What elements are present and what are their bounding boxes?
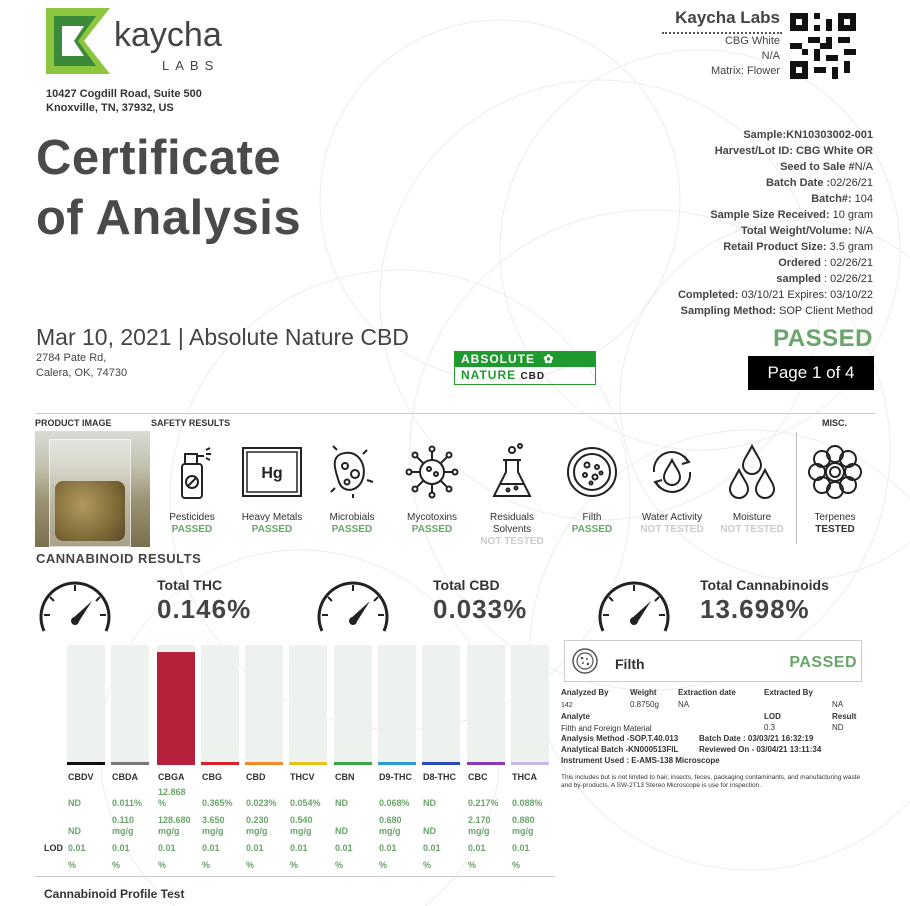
weight-label: Weight [630, 688, 657, 697]
safety-item-status: PASSED [411, 524, 453, 535]
reviewed-on: Reviewed On - 03/04/21 13:11:34 [699, 745, 822, 754]
lab-matrix: Matrix: Flower [710, 65, 780, 77]
sample-info-value: : 02/26/21 [821, 273, 873, 285]
lod-unit: % [290, 860, 299, 870]
batch-date: Batch Date : 03/03/21 16:32:19 [699, 734, 814, 743]
total-label: Total Cannabinoids [700, 577, 829, 593]
sample-info-row [543, 127, 873, 143]
status-badge: PASSED [773, 325, 873, 352]
analyzed-by: 142 [561, 702, 573, 709]
chart-color-line [422, 762, 460, 765]
chart-color-line [111, 762, 149, 765]
total-label: Total CBD [433, 577, 500, 593]
lod-value: 0.01 [290, 843, 308, 853]
chart-column [157, 645, 195, 765]
lod-value: 0.01 [468, 843, 486, 853]
cannabinoid-percent: ND [335, 798, 348, 808]
sample-info-value: : 02/26/21 [821, 257, 873, 269]
lod-value: 0.01 [68, 843, 86, 853]
sample-info-label: sampled [776, 273, 821, 285]
product-image-label: PRODUCT IMAGE [35, 418, 112, 428]
microbe-icon [313, 436, 391, 508]
kaycha-k-icon [44, 6, 114, 76]
cannabinoid-name: D8-THC [423, 772, 456, 782]
sample-info-label: Harvest/Lot ID: [714, 145, 793, 157]
cannabinoid-name: THCV [290, 772, 315, 782]
total-value: 0.146% [157, 594, 252, 624]
cannabinoid-percent: ND [68, 798, 81, 808]
safety-item-status: NOT TESTED [480, 536, 544, 547]
cannabinoid-name: CBN [335, 772, 355, 782]
sample-info-row [543, 239, 873, 255]
safety-item-status: PASSED [251, 524, 293, 535]
chart-column [511, 645, 549, 765]
cannabinoid-mg: 2.170 mg/g [468, 815, 491, 836]
chart-color-line [378, 762, 416, 765]
gauge-icon [314, 575, 392, 642]
sample-info-value: CBG White OR [792, 145, 873, 157]
chart-color-line [334, 762, 372, 765]
lod-value: 0.01 [423, 843, 441, 853]
cannabinoid-name: D9-THC [379, 772, 412, 782]
filth-details [561, 688, 861, 798]
cannabinoid-percent: 0.023% [246, 798, 277, 808]
lod-label: LOD [764, 712, 781, 721]
sample-info-row [543, 175, 873, 191]
sample-info-row [543, 191, 873, 207]
lab-header [640, 8, 780, 79]
lod-value: 0.01 [335, 843, 353, 853]
spray-bottle-icon [153, 436, 231, 508]
chart-column [422, 645, 460, 765]
cannabinoid-mg: ND [68, 826, 81, 836]
analysis-method: Analysis Method -SOP.T.40.013 [561, 734, 679, 743]
lod-unit: % [246, 860, 255, 870]
analyte: Filth and Foreign Material [561, 724, 652, 733]
gauge-icon [36, 575, 114, 642]
sample-info-label: Batch Date : [765, 177, 831, 189]
safety-item-status: NOT TESTED [720, 524, 784, 535]
cannabinoid-name: CBC [468, 772, 488, 782]
chart-bar [157, 652, 195, 765]
lab-product: CBG White [724, 35, 780, 47]
total-value: 13.698% [700, 594, 810, 624]
safety-item [313, 436, 391, 536]
sample-info-row [543, 223, 873, 239]
chart-column [289, 645, 327, 765]
safety-item [713, 436, 791, 536]
flower-icon [796, 436, 874, 508]
client-logo [454, 351, 596, 385]
safety-item-status: PASSED [171, 524, 213, 535]
lab-address-line1: 10427 Cogdill Road, Suite 500 [46, 88, 202, 100]
cannabinoid-name: CBDV [68, 772, 94, 782]
client-logo-bottom: NATURE [461, 368, 517, 382]
chart-color-line [201, 762, 239, 765]
misc-item-name: Terpenes [814, 512, 856, 523]
cannabinoid-name: CBDA [112, 772, 138, 782]
safety-item-name: Filth [582, 512, 602, 523]
sample-info-row [543, 207, 873, 223]
chart-column [201, 645, 239, 765]
client-logo-top: ABSOLUTE [461, 352, 535, 366]
safety-item-name: Heavy Metals [241, 512, 303, 523]
analyzed-by-label: Analyzed By [561, 688, 609, 697]
sample-info-value: 3.5 gram [826, 241, 873, 253]
lod-value: 0.01 [379, 843, 397, 853]
sample-info-value: KN10303002-001 [786, 129, 873, 141]
safety-item [473, 436, 551, 548]
svg-text:Hg: Hg [261, 465, 283, 482]
chart-color-line [467, 762, 505, 765]
filth-panel [564, 640, 862, 682]
lab-address-line2: Knoxville, TN, 37932, US [46, 102, 174, 114]
client-logo-cbd: CBD [520, 371, 546, 382]
lod-value: 0.01 [202, 843, 220, 853]
cannabinoid-mg: ND [335, 826, 348, 836]
cannabinoid-percent: 0.011% [112, 798, 143, 808]
analyte-label: Analyte [561, 712, 590, 721]
sample-info-row [543, 287, 873, 303]
sample-info-row [543, 303, 873, 319]
cannabinoid-name: THCA [512, 772, 537, 782]
sample-info-value: 03/10/21 Expires: 03/10/22 [738, 289, 873, 301]
cannabinoid-mg: 0.680 mg/g [379, 815, 402, 836]
misc-item-status: TESTED [815, 524, 855, 535]
sample-info-row [543, 255, 873, 271]
sample-info-value: N/A [854, 161, 873, 173]
chart-color-line [511, 762, 549, 765]
cannabinoid-mg: ND [423, 826, 436, 836]
lod-value: 0.01 [246, 843, 264, 853]
chart-column [334, 645, 372, 765]
cannabinoid-results-label: CANNABINOID RESULTS [36, 551, 202, 566]
safety-item-name: Microbials [329, 512, 375, 523]
petri-dish-icon [553, 436, 631, 508]
sample-info-value: N/A [851, 225, 873, 237]
safety-item-name: Pesticides [169, 512, 215, 523]
sample-info-value: 02/26/21 [830, 177, 873, 189]
cannabinoid-percent: 0.365% [202, 798, 233, 808]
chart-column [378, 645, 416, 765]
kaycha-logo [44, 6, 234, 76]
lab-name: Kaycha Labs [675, 8, 780, 27]
title-line1: Certificate [36, 131, 282, 185]
sample-info-label: Ordered [778, 257, 821, 269]
hg-element-icon [233, 436, 311, 508]
cannabinoid-mg: 0.110 mg/g [112, 815, 135, 836]
sample-info-value: 10 gram [829, 209, 873, 221]
safety-item-status: PASSED [331, 524, 373, 535]
sample-info-row [543, 271, 873, 287]
lod-unit: % [335, 860, 344, 870]
title-line2: of Analysis [36, 191, 302, 245]
chart-column [67, 645, 105, 765]
flask-icon [473, 436, 551, 508]
cannabinoid-mg: 3.650 mg/g [202, 815, 225, 836]
sample-info-label: Completed: [677, 289, 739, 301]
lab-address [46, 87, 202, 115]
safety-item-status: PASSED [571, 524, 613, 535]
result-label: Result [832, 712, 857, 721]
cannabinoid-name: CBD [246, 772, 266, 782]
cannabinoid-percent: 12.868 % [158, 787, 186, 808]
leaf-icon: ✿ [543, 352, 555, 366]
misc-item [796, 436, 874, 536]
lod-unit: % [112, 860, 121, 870]
misc-label: MISC. [822, 418, 848, 428]
safety-item [633, 436, 711, 536]
cannabinoid-mg: 0.540 mg/g [290, 815, 313, 836]
lod-value: 0.3 [764, 723, 776, 732]
chart-color-line [289, 762, 327, 765]
page-title [36, 128, 301, 248]
profile-test-label: Cannabinoid Profile Test [44, 887, 185, 901]
page-indicator: Page 1 of 4 [748, 356, 874, 390]
filth-status: PASSED [789, 654, 857, 671]
safety-item-status: NOT TESTED [640, 524, 704, 535]
sample-info-label: Batch#: [811, 193, 852, 205]
weight: 0.8750g [630, 700, 659, 709]
extracted-by-label: Extracted By [764, 688, 813, 697]
client-header: Mar 10, 2021 | Absolute Nature CBD [36, 324, 409, 350]
sample-info-label: Sampling Method: [680, 305, 776, 317]
cannabinoid-name: CBGA [158, 772, 185, 782]
safety-item-name: Mycotoxins [406, 512, 457, 523]
safety-item-name: Moisture [732, 512, 772, 523]
safety-item-name: Water Activity [641, 512, 703, 523]
cannabinoid-percent: 0.088% [512, 798, 543, 808]
client-address-line1: 2784 Pate Rd, [36, 352, 107, 364]
safety-item-name: Residuals Solvents [490, 512, 534, 535]
cannabinoid-mg: 0.880 mg/g [512, 815, 535, 836]
logo-sub: LABS [162, 58, 220, 73]
lod-value: 0.01 [112, 843, 130, 853]
cannabinoid-mg: 0.230 mg/g [246, 815, 269, 836]
extraction-date-label: Extraction date [678, 688, 736, 697]
sample-info-value: SOP Client Method [775, 305, 873, 317]
client-address [36, 351, 127, 381]
section-divider [35, 413, 875, 414]
petri-dish-icon [571, 647, 599, 675]
extraction-date: NA [678, 700, 690, 709]
chart-color-line [67, 762, 105, 765]
lod-value: 0.01 [158, 843, 176, 853]
cannabinoid-percent: 0.054% [290, 798, 321, 808]
extracted-by: NA [832, 700, 844, 709]
sample-info-label: Retail Product Size: [723, 241, 827, 253]
cannabinoid-percent: 0.217% [468, 798, 499, 808]
water-cycle-icon [633, 436, 711, 508]
cannabinoid-name: CBG [202, 772, 222, 782]
droplets-icon [713, 436, 791, 508]
chart-column [111, 645, 149, 765]
sample-info-label: Total Weight/Volume: [740, 225, 852, 237]
cannabinoid-mg: 128.680 mg/g [158, 815, 191, 836]
chart-column [245, 645, 283, 765]
lod-unit: % [423, 860, 432, 870]
cannabinoid-percent: ND [423, 798, 436, 808]
instrument: Instrument Used : E-AMS-138 Microscope [561, 756, 720, 765]
lod-unit: % [68, 860, 77, 870]
lod-unit: % [158, 860, 167, 870]
lod-unit: % [512, 860, 521, 870]
lod-unit: % [202, 860, 211, 870]
product-image [35, 431, 150, 547]
result-value: ND [832, 723, 844, 732]
cannabinoid-percent: 0.068% [379, 798, 410, 808]
safety-item [233, 436, 311, 536]
qr-code [790, 13, 856, 79]
misc-divider [796, 432, 797, 544]
sample-info-row [543, 159, 873, 175]
sample-info-label: Seed to Sale # [780, 161, 855, 173]
safety-item [553, 436, 631, 536]
chart-color-line [245, 762, 283, 765]
total-label: Total THC [157, 577, 223, 593]
lod-value: 0.01 [512, 843, 530, 853]
sample-info-value: 104 [851, 193, 873, 205]
gauge-icon [595, 575, 673, 642]
sample-info-label: Sample Size Received: [710, 209, 830, 221]
safety-item [393, 436, 471, 536]
logo-wordmark: kaycha [114, 16, 222, 54]
client-address-line2: Calera, OK, 74730 [36, 367, 128, 379]
sample-info-label: Sample: [743, 129, 787, 141]
chart-color-line [157, 762, 195, 765]
sample-info [543, 127, 873, 319]
filth-note: This includes but is not limited to hair, insects, feces, packaging contaminants, and manufacturing waste and by-products. A SW-2T13 Stereo Microscope is use for inspection. [561, 774, 861, 789]
filth-title: Filth [615, 656, 645, 672]
total-value: 0.033% [433, 594, 528, 624]
safety-results-label: SAFETY RESULTS [151, 418, 231, 428]
analytical-batch: Analytical Batch -KN000513FIL [561, 745, 679, 754]
chart-column [467, 645, 505, 765]
lod-unit: % [468, 860, 477, 870]
profile-divider [35, 876, 555, 877]
lod-unit: % [379, 860, 388, 870]
safety-item [153, 436, 231, 536]
lod-label: LOD [44, 843, 63, 853]
lab-na: N/A [761, 50, 780, 62]
virus-icon [393, 436, 471, 508]
sample-info-row [543, 143, 873, 159]
